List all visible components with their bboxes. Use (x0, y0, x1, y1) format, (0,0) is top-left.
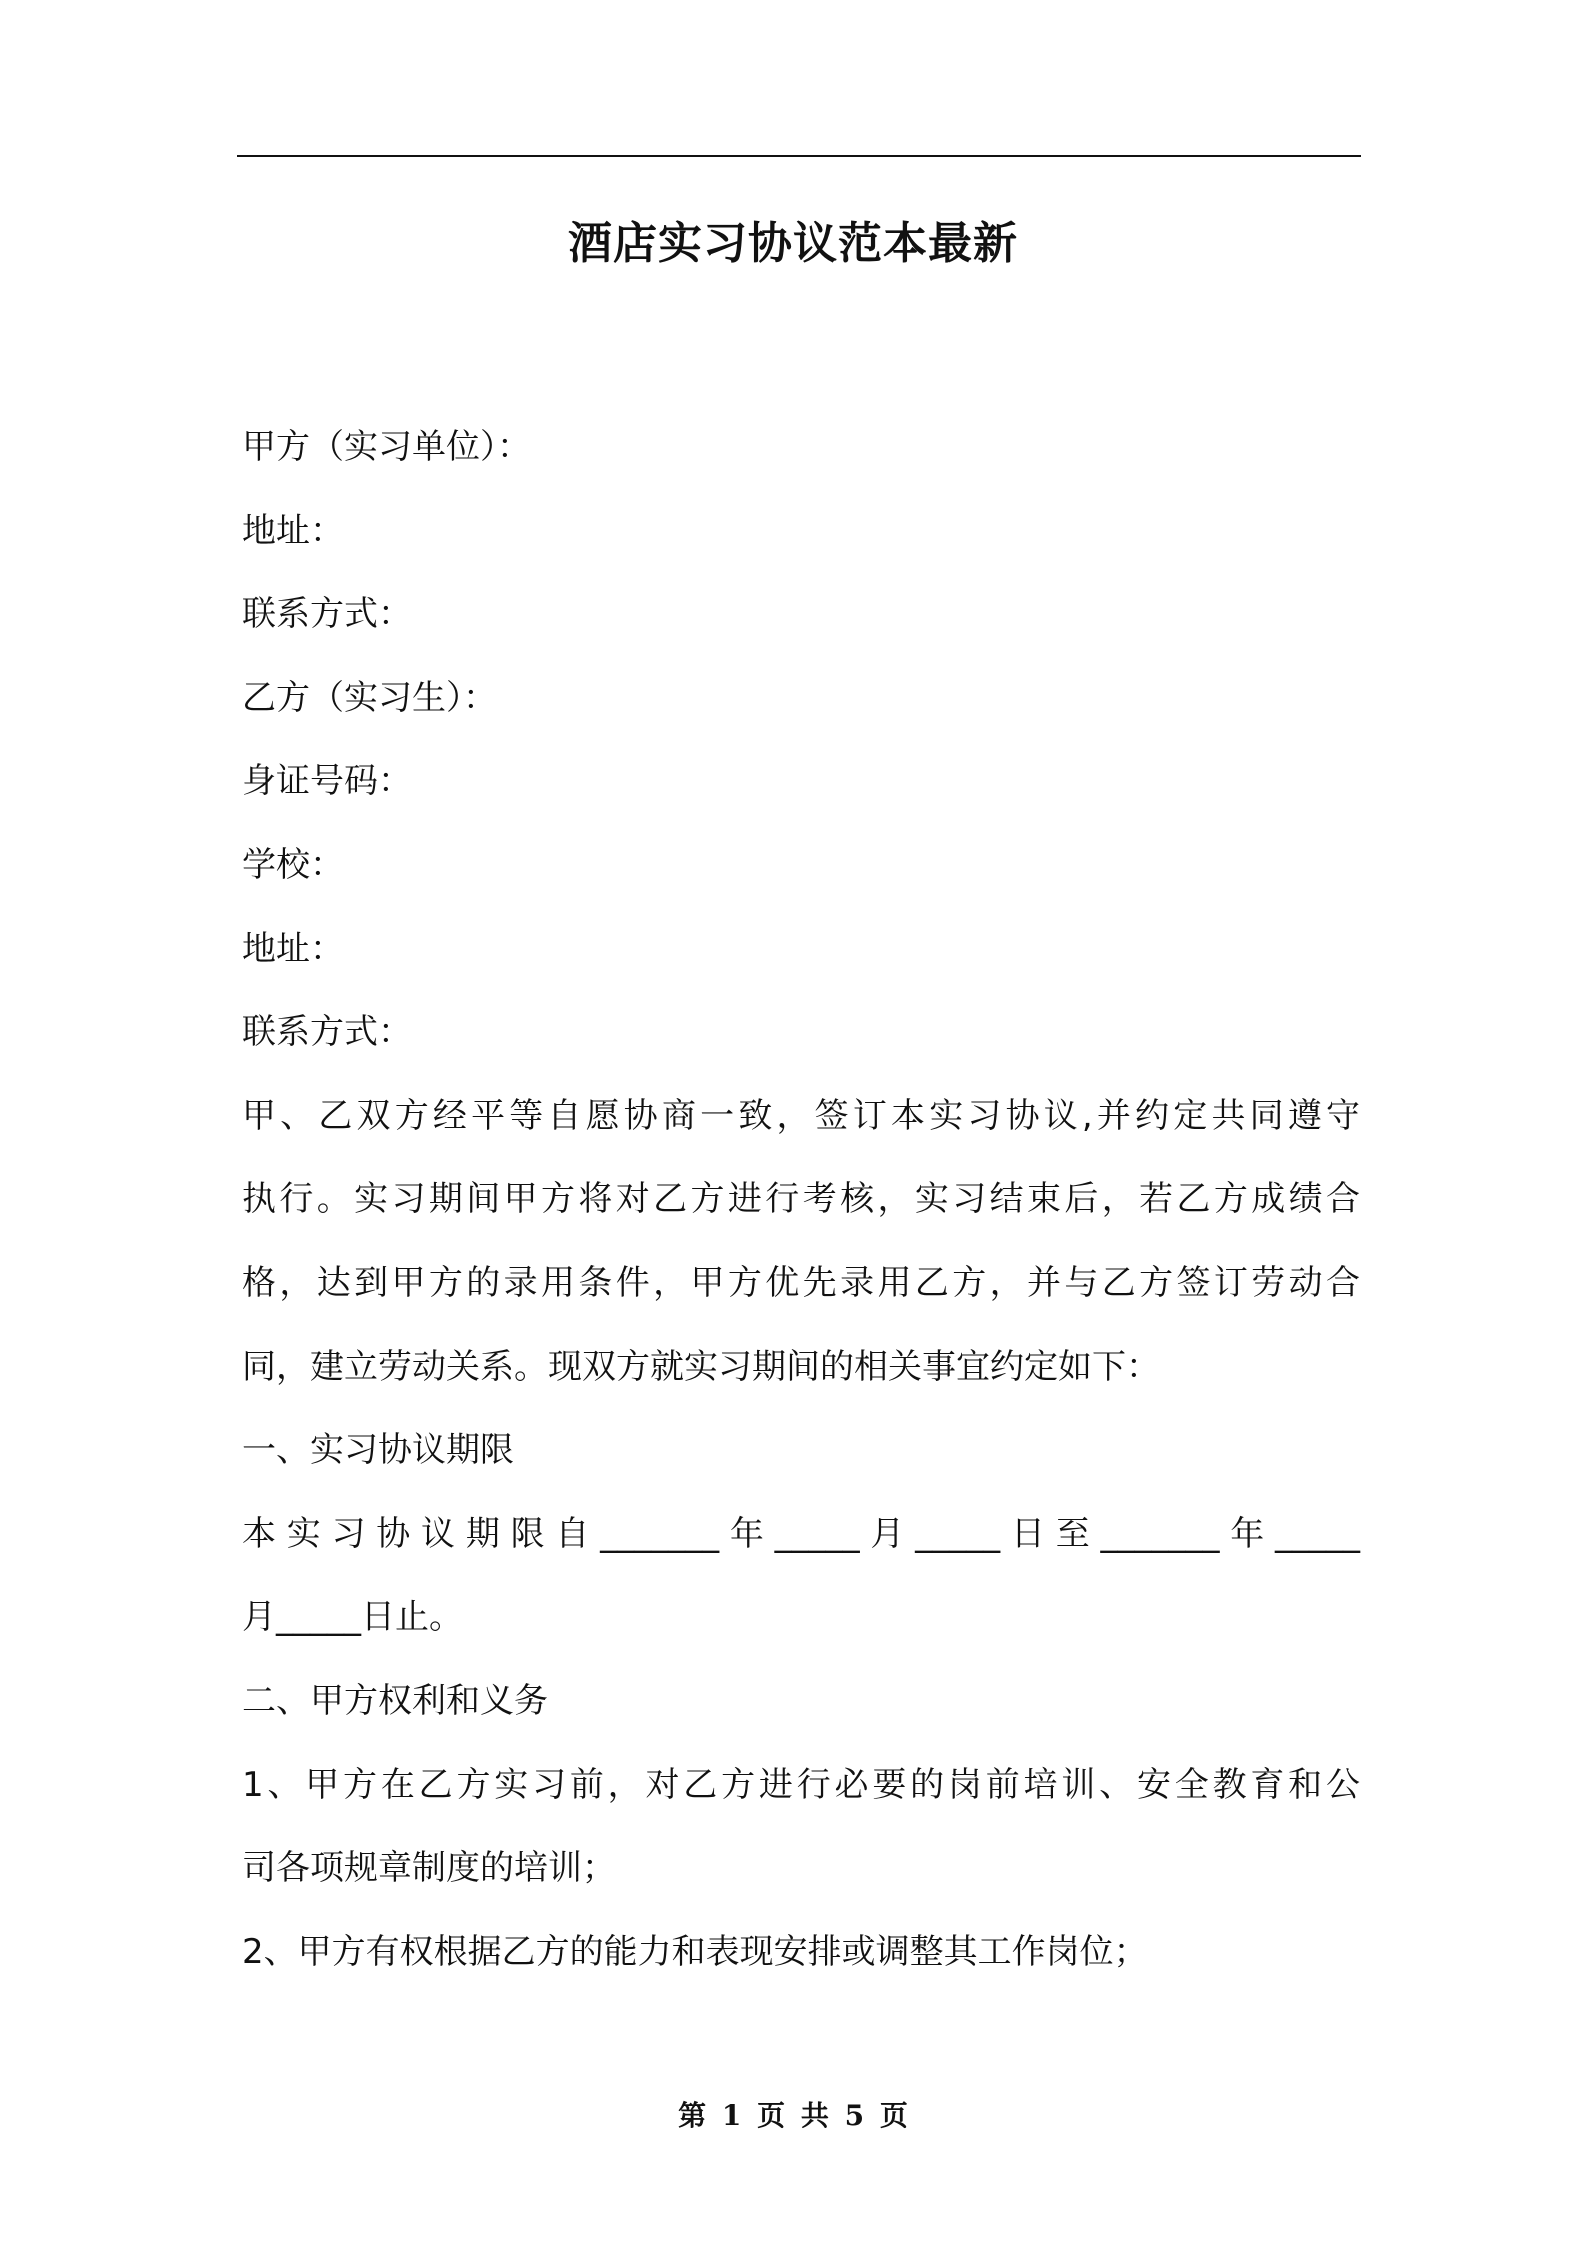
paragraph-line: 甲、乙双方经平等自愿协商一致，签订本实习协议,并约定共同遵守 (242, 1095, 1360, 1136)
field-party-a-contact: 联系方式： (242, 594, 412, 635)
field-party-b-contact: 联系方式： (242, 1012, 412, 1053)
field-party-a-address: 地址： (242, 510, 344, 551)
list-item: 1、甲方在乙方实习前，对乙方进行必要的岗前培训、安全教育和公 (242, 1764, 1360, 1805)
paragraph-line: 执行。实习期间甲方将对乙方进行考核，实习结束后，若乙方成绩合 (242, 1179, 1360, 1220)
paragraph-line: 本实习协议期限自_______年_____月_____日至_______年_____ (242, 1513, 1360, 1554)
document-title: 酒店实习协议范本最新 (568, 218, 1018, 269)
page-number: 第 1 页 共 5 页 (678, 2099, 908, 2132)
list-item: 2、甲方有权根据乙方的能力和表现安排或调整其工作岗位； (242, 1931, 1148, 1972)
list-item: 司各项规章制度的培训； (242, 1848, 616, 1889)
paragraph-line: 同，建立劳动关系。现双方就实习期间的相关事宜约定如下： (242, 1346, 1160, 1387)
field-party-a: 甲方（实习单位）： (242, 427, 531, 467)
section-heading: 一、实习协议期限 (242, 1430, 514, 1471)
section-heading: 二、甲方权利和义务 (242, 1680, 548, 1721)
field-party-b-address: 地址： (242, 928, 344, 969)
paragraph-line: 月_____日止。 (242, 1597, 463, 1638)
field-school: 学校： (242, 844, 344, 885)
header-rule (237, 155, 1361, 157)
document-body (242, 406, 1360, 1994)
field-id-number: 身证号码： (242, 761, 412, 802)
paragraph-line: 格，达到甲方的录用条件，甲方优先录用乙方，并与乙方签订劳动合 (242, 1262, 1360, 1303)
field-party-b: 乙方（实习生）： (242, 677, 497, 718)
